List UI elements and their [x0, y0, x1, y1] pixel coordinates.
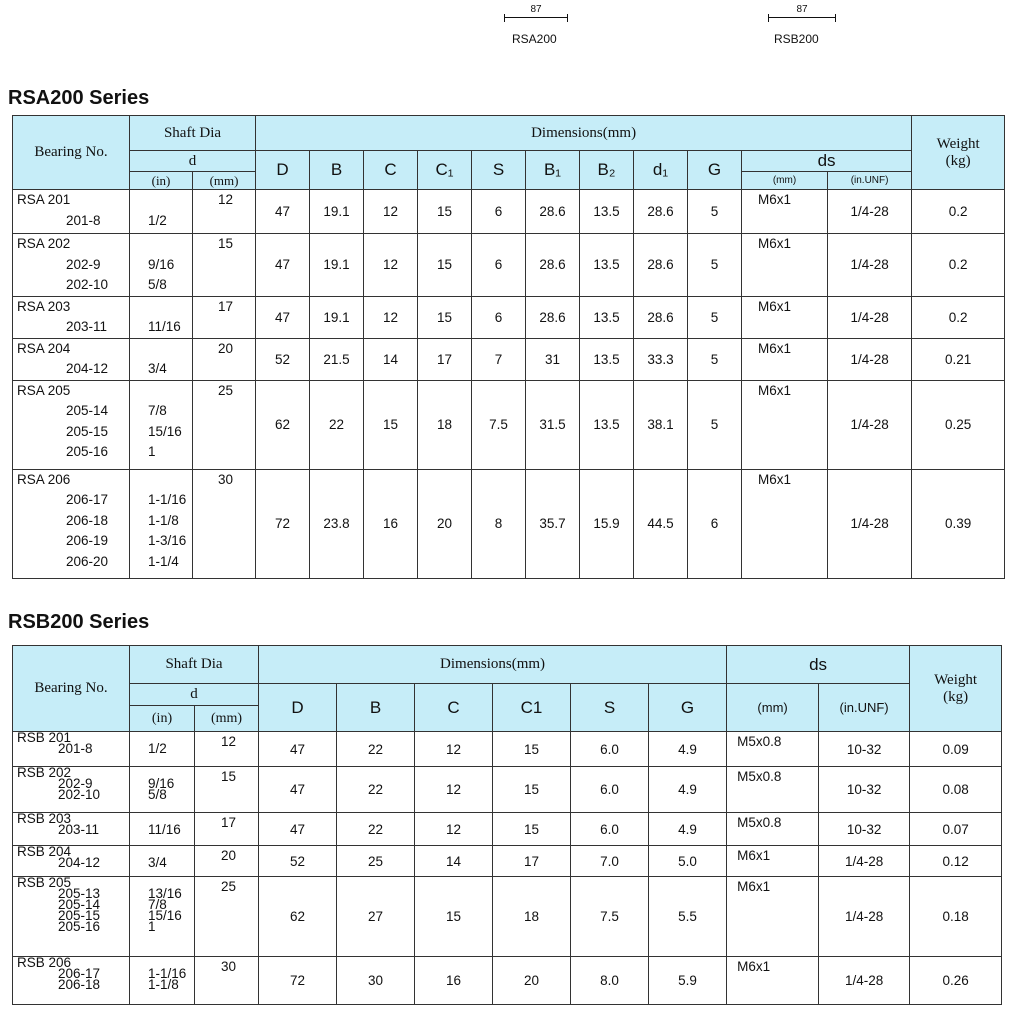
cell-weight: 0.12: [910, 846, 1002, 877]
cell-D: 47: [259, 732, 337, 767]
header-D: D: [256, 151, 310, 190]
bearing-series-label: RSB 206: [17, 956, 72, 970]
bearing-variant-label: 206-17: [66, 492, 109, 507]
header-mm: (mm): [195, 706, 259, 732]
cell-B1: 31: [526, 338, 580, 380]
cell-D: 47: [259, 813, 337, 846]
cell-C1: 18: [418, 380, 472, 469]
bearing-series-label: RSB 201: [17, 731, 72, 745]
bearing-variant-label: 206-18: [66, 512, 109, 528]
cell-B2: 13.5: [580, 296, 634, 338]
cell-S: 8: [472, 469, 526, 578]
bearing-no-cell: [13, 846, 130, 877]
cell-B1: 35.7: [526, 469, 580, 578]
header-C: C: [364, 151, 418, 190]
shaft-in-value: 1/2: [148, 741, 167, 756]
header-shaft-dia: Shaft Dia: [130, 646, 259, 684]
cell-weight: 0.26: [910, 957, 1002, 1005]
table-row: [13, 957, 1002, 1005]
shaft-in-value: 1-1/8: [148, 977, 179, 992]
cell-ds-mm: M5x0.8: [727, 732, 819, 767]
cell-B2: 13.5: [580, 338, 634, 380]
cell-G: 5.5: [649, 877, 727, 957]
header-C: C: [415, 684, 493, 732]
shaft-in-value: 1/2: [148, 212, 167, 228]
bearing-series-label: RSA 201: [17, 192, 71, 207]
cell-D: 47: [256, 190, 310, 234]
shaft-in-value: 1-3/16: [148, 533, 187, 548]
cell-B1: 28.6: [526, 190, 580, 234]
cell-ds-mm: M6x1: [742, 190, 828, 234]
header-B: B: [337, 684, 415, 732]
shaft-in-value: 15/16: [148, 908, 182, 923]
bearing-variant-label: 204-12: [66, 361, 109, 376]
table-row: [13, 380, 1005, 469]
cell-B: 19.1: [310, 190, 364, 234]
shaft-mm-cell: 17: [195, 813, 259, 846]
bearing-variant-label: 205-16: [58, 919, 101, 934]
shaft-in-value: 3/4: [148, 361, 167, 376]
header-ds-mm: (mm): [727, 684, 819, 732]
shaft-mm-cell: 30: [195, 957, 259, 1005]
cell-B2: 13.5: [580, 380, 634, 469]
cell-ds-mm: M6x1: [742, 380, 828, 469]
bearing-no-cell: [13, 469, 130, 578]
bearing-variant-label: 202-10: [66, 277, 109, 292]
bearing-variant-label: 205-16: [66, 444, 109, 459]
rsb-series-title: RSB200 Series: [8, 611, 150, 633]
bearing-series-label: RSB 203: [17, 812, 72, 826]
table-row: [13, 338, 1005, 380]
cell-weight: 0.25: [912, 380, 1005, 469]
bearing-variant-label: 201-8: [66, 212, 101, 228]
shaft-in-cell: [130, 767, 195, 813]
cell-weight: 0.07: [910, 813, 1002, 846]
cell-B: 21.5: [310, 338, 364, 380]
bearing-no-cell: [13, 877, 130, 957]
table-row: [13, 813, 1002, 846]
spacer: [148, 339, 192, 360]
shaft-in-value: 1-1/16: [148, 492, 187, 507]
cell-S: 6: [472, 296, 526, 338]
cell-C: 15: [415, 877, 493, 957]
header-weight-label: Weight: [936, 135, 980, 152]
cell-ds-mm: M6x1: [742, 234, 828, 297]
cell-C1: 15: [493, 813, 571, 846]
cell-C: 12: [364, 296, 418, 338]
table-row: [13, 190, 1005, 234]
cell-ds-in: 1/4-28: [828, 469, 912, 578]
header-bearing-no: Bearing No.: [13, 646, 130, 732]
cell-D: 52: [256, 338, 310, 380]
cell-ds-mm: M6x1: [742, 338, 828, 380]
cell-C1: 20: [418, 469, 472, 578]
cell-S: 7: [472, 338, 526, 380]
cell-B: 22: [310, 380, 364, 469]
bearing-series-label: RSB 204: [17, 845, 72, 859]
bearing-no-cell: [13, 190, 130, 234]
spacer: [148, 381, 192, 402]
shaft-in-value: 5/8: [148, 277, 167, 292]
shaft-in-cell: [130, 957, 195, 1005]
shaft-in-cell: [130, 469, 193, 578]
header-in: (in): [130, 706, 195, 732]
header-mm: (mm): [193, 172, 256, 190]
cell-B: 19.1: [310, 234, 364, 297]
shaft-in-cell: [130, 732, 195, 767]
cell-B: 22: [337, 813, 415, 846]
cell-ds-mm: M6x1: [727, 877, 819, 957]
bearing-series-label: RSA 204: [17, 340, 71, 356]
shaft-in-value: 15/16: [148, 423, 182, 439]
header-C1: C₁: [418, 151, 472, 190]
shaft-in-value: 3/4: [148, 855, 167, 870]
bearing-variant-label: 206-19: [66, 533, 109, 548]
spacer: [148, 470, 192, 491]
header-bearing-no: Bearing No.: [13, 116, 130, 190]
bearing-series-label: RSB 205: [17, 876, 72, 890]
cell-ds-mm: M5x0.8: [727, 813, 819, 846]
bearing-no-cell: [13, 296, 130, 338]
cell-ds-in: 1/4-28: [828, 234, 912, 297]
header-dimensions: Dimensions(mm): [256, 116, 912, 151]
dimension-label: 87: [796, 4, 808, 15]
cell-weight: 0.2: [912, 190, 1005, 234]
header-S: S: [472, 151, 526, 190]
cell-G: 6: [688, 469, 742, 578]
shaft-in-value: 5/8: [148, 787, 167, 802]
cell-S: 7.5: [571, 877, 649, 957]
cell-ds-in: 1/4-28: [828, 380, 912, 469]
shaft-in-value: 9/16: [148, 776, 175, 791]
table-row: [13, 296, 1005, 338]
cell-ds-in: 1/4-28: [828, 296, 912, 338]
header-weight-unit: (kg): [945, 152, 971, 169]
shaft-mm-cell: 20: [193, 338, 256, 380]
header-ds-in: (in.UNF): [828, 172, 912, 190]
header-ds: ds: [742, 151, 912, 172]
cell-B: 22: [337, 767, 415, 813]
cell-B2: 13.5: [580, 234, 634, 297]
shaft-mm-cell: 12: [195, 732, 259, 767]
cell-ds-mm: M6x1: [727, 957, 819, 1005]
shaft-mm-cell: 15: [193, 234, 256, 297]
cell-D: 52: [259, 846, 337, 877]
header-ds: ds: [727, 646, 910, 684]
cell-weight: 0.2: [912, 234, 1005, 297]
cell-C1: 15: [418, 296, 472, 338]
shaft-in-value: 11/16: [148, 822, 181, 837]
bearing-variant-label: 205-15: [66, 423, 109, 439]
shaft-in-value: 1: [148, 919, 156, 934]
dimension-line: [504, 4, 568, 22]
cell-B: 27: [337, 877, 415, 957]
bearing-variant-label: 206-18: [58, 977, 101, 992]
cell-C1: 17: [493, 846, 571, 877]
cell-ds-in: 1/4-28: [828, 190, 912, 234]
cell-S: 6: [472, 190, 526, 234]
header-C1: C1: [493, 684, 571, 732]
shaft-mm-cell: 30: [193, 469, 256, 578]
cell-ds-in: 1/4-28: [819, 846, 910, 877]
header-dimensions: Dimensions(mm): [259, 646, 727, 684]
bearing-variant-label: 202-10: [58, 787, 101, 802]
header-weight-label: Weight: [934, 671, 978, 688]
bearing-series-label: RSA 202: [17, 236, 71, 251]
cell-weight: 0.09: [910, 732, 1002, 767]
cell-C1: 15: [493, 732, 571, 767]
cell-C: 16: [415, 957, 493, 1005]
dimension-label: 87: [530, 4, 542, 15]
cell-C: 15: [364, 380, 418, 469]
header-B1: B₁: [526, 151, 580, 190]
spacer: [148, 297, 192, 318]
shaft-mm-cell: 20: [195, 846, 259, 877]
cell-C: 16: [364, 469, 418, 578]
cell-G: 4.9: [649, 732, 727, 767]
cell-d1: 28.6: [634, 296, 688, 338]
cell-C: 12: [415, 732, 493, 767]
diagram-caption: RSB200: [774, 32, 819, 46]
cell-weight: 0.2: [912, 296, 1005, 338]
header-ds-in: (in.UNF): [819, 684, 910, 732]
bearing-variant-label: 205-14: [66, 403, 109, 418]
cell-C: 14: [364, 338, 418, 380]
cell-C: 12: [415, 767, 493, 813]
dimension-line: [768, 4, 836, 22]
table-row: [13, 877, 1002, 957]
cell-weight: 0.08: [910, 767, 1002, 813]
cell-ds-in: 1/4-28: [819, 957, 910, 1005]
rsa-spec-table: [12, 115, 1005, 579]
bearing-variant-label: 202-9: [58, 776, 93, 791]
cell-ds-mm: M5x0.8: [727, 767, 819, 813]
header-d1: d₁: [634, 151, 688, 190]
cell-B: 30: [337, 957, 415, 1005]
cell-D: 47: [256, 296, 310, 338]
rsa-table-body: [13, 190, 1005, 579]
table-row: [13, 469, 1005, 578]
rsb-spec-table: [12, 645, 1002, 1005]
cell-d1: 33.3: [634, 338, 688, 380]
cell-C1: 17: [418, 338, 472, 380]
cell-ds-in: 1/4-28: [819, 877, 910, 957]
cell-G: 5.0: [649, 846, 727, 877]
cell-C: 12: [415, 813, 493, 846]
header-ds-mm: (mm): [742, 172, 828, 190]
cell-B1: 28.6: [526, 296, 580, 338]
shaft-in-cell: [130, 338, 193, 380]
cell-ds-in: 10-32: [819, 813, 910, 846]
shaft-mm-cell: 25: [195, 877, 259, 957]
bearing-variant-label: 205-13: [58, 886, 101, 901]
bearing-series-label: RSB 202: [17, 766, 72, 780]
shaft-in-cell: [130, 190, 193, 234]
shaft-in-cell: [130, 846, 195, 877]
bearing-series-label: RSA 205: [17, 382, 71, 398]
shaft-mm-cell: 25: [193, 380, 256, 469]
header-d: d: [130, 151, 256, 172]
spacer: [148, 190, 192, 211]
header-B: B: [310, 151, 364, 190]
bearing-variant-label: 204-12: [58, 855, 101, 870]
cell-C: 12: [364, 190, 418, 234]
rsa-series-title: RSA200 Series: [8, 87, 150, 109]
cell-G: 5: [688, 190, 742, 234]
bearing-series-label: RSA 203: [17, 298, 71, 314]
cell-d1: 44.5: [634, 469, 688, 578]
cell-weight: 0.21: [912, 338, 1005, 380]
bearing-variant-label: 206-20: [66, 553, 109, 569]
cell-C1: 18: [493, 877, 571, 957]
cell-S: 6.0: [571, 813, 649, 846]
bearing-no-cell: [13, 234, 130, 297]
cell-B: 23.8: [310, 469, 364, 578]
header-D: D: [259, 684, 337, 732]
shaft-in-cell: [130, 877, 195, 957]
shaft-in-value: 11/16: [148, 319, 181, 334]
table-row: [13, 846, 1002, 877]
shaft-mm-cell: 15: [195, 767, 259, 813]
shaft-in-value: 1-1/4: [148, 553, 179, 569]
shaft-in-value: 13/16: [148, 886, 182, 901]
shaft-in-value: 1: [148, 444, 156, 459]
cell-B2: 15.9: [580, 469, 634, 578]
shaft-in-value: 9/16: [148, 256, 175, 272]
table-row: [13, 234, 1005, 297]
cell-weight: 0.39: [912, 469, 1005, 578]
cell-C1: 15: [418, 234, 472, 297]
cell-G: 5: [688, 380, 742, 469]
cell-ds-in: 1/4-28: [828, 338, 912, 380]
shaft-mm-cell: 17: [193, 296, 256, 338]
shaft-in-cell: [130, 296, 193, 338]
cell-D: 72: [259, 957, 337, 1005]
shaft-in-cell: [130, 380, 193, 469]
cell-G: 5.9: [649, 957, 727, 1005]
cell-D: 47: [259, 767, 337, 813]
diagram-caption: RSA200: [512, 32, 557, 46]
cell-D: 62: [259, 877, 337, 957]
cell-S: 6.0: [571, 732, 649, 767]
cell-G: 5: [688, 338, 742, 380]
bearing-no-cell: [13, 338, 130, 380]
cell-d1: 38.1: [634, 380, 688, 469]
bearing-no-cell: [13, 380, 130, 469]
cell-D: 62: [256, 380, 310, 469]
cell-C1: 15: [493, 767, 571, 813]
cell-S: 7.0: [571, 846, 649, 877]
spacer: [148, 234, 192, 255]
rsb-table-body: [13, 732, 1002, 1005]
bearing-series-label: RSA 206: [17, 471, 71, 487]
header-G: G: [688, 151, 742, 190]
bearing-variant-label: 203-11: [58, 822, 100, 837]
bearing-variant-label: 203-11: [66, 319, 108, 334]
cell-G: 5: [688, 234, 742, 297]
cell-G: 4.9: [649, 767, 727, 813]
bearing-no-cell: [13, 957, 130, 1005]
cell-D: 72: [256, 469, 310, 578]
bearing-no-cell: [13, 767, 130, 813]
cell-B: 25: [337, 846, 415, 877]
cell-ds-mm: M6x1: [742, 469, 828, 578]
cell-ds-mm: M6x1: [742, 296, 828, 338]
bearing-variant-label: 201-8: [58, 741, 93, 756]
cell-C1: 15: [418, 190, 472, 234]
cell-B1: 28.6: [526, 234, 580, 297]
table-row: [13, 767, 1002, 813]
header-shaft-dia: Shaft Dia: [130, 116, 256, 151]
cell-B: 19.1: [310, 296, 364, 338]
header-weight: [910, 646, 1002, 732]
cell-C: 14: [415, 846, 493, 877]
cell-B1: 31.5: [526, 380, 580, 469]
bearing-variant-label: 206-17: [58, 966, 101, 981]
shaft-mm-cell: 12: [193, 190, 256, 234]
shaft-in-cell: [130, 813, 195, 846]
bearing-variant-label: 205-14: [58, 897, 101, 912]
header-weight-unit: (kg): [943, 688, 969, 705]
cell-S: 8.0: [571, 957, 649, 1005]
header-in: (in): [130, 172, 193, 190]
shaft-in-cell: [130, 234, 193, 297]
cell-weight: 0.18: [910, 877, 1002, 957]
shaft-in-value: 7/8: [148, 897, 167, 912]
cell-C: 12: [364, 234, 418, 297]
cell-ds-mm: M6x1: [727, 846, 819, 877]
header-d: d: [130, 684, 259, 706]
cell-S: 6.0: [571, 767, 649, 813]
cell-ds-in: 10-32: [819, 732, 910, 767]
bearing-variant-label: 205-15: [58, 908, 101, 923]
diagram-rsa200: [500, 0, 580, 48]
cell-G: 5: [688, 296, 742, 338]
header-G: G: [649, 684, 727, 732]
cell-S: 7.5: [472, 380, 526, 469]
cell-d1: 28.6: [634, 234, 688, 297]
shaft-in-value: 7/8: [148, 403, 167, 418]
cell-C1: 20: [493, 957, 571, 1005]
diagram-rsb200: [764, 0, 844, 48]
cell-d1: 28.6: [634, 190, 688, 234]
cell-S: 6: [472, 234, 526, 297]
header-B2: B₂: [580, 151, 634, 190]
bearing-no-cell: [13, 813, 130, 846]
cell-D: 47: [256, 234, 310, 297]
cell-ds-in: 10-32: [819, 767, 910, 813]
shaft-in-value: 1-1/8: [148, 512, 179, 528]
cell-B: 22: [337, 732, 415, 767]
bearing-no-cell: [13, 732, 130, 767]
header-weight: [912, 116, 1005, 190]
table-row: [13, 732, 1002, 767]
cell-B2: 13.5: [580, 190, 634, 234]
shaft-in-value: 1-1/16: [148, 966, 187, 981]
cell-G: 4.9: [649, 813, 727, 846]
bearing-variant-label: 202-9: [66, 256, 101, 272]
header-S: S: [571, 684, 649, 732]
